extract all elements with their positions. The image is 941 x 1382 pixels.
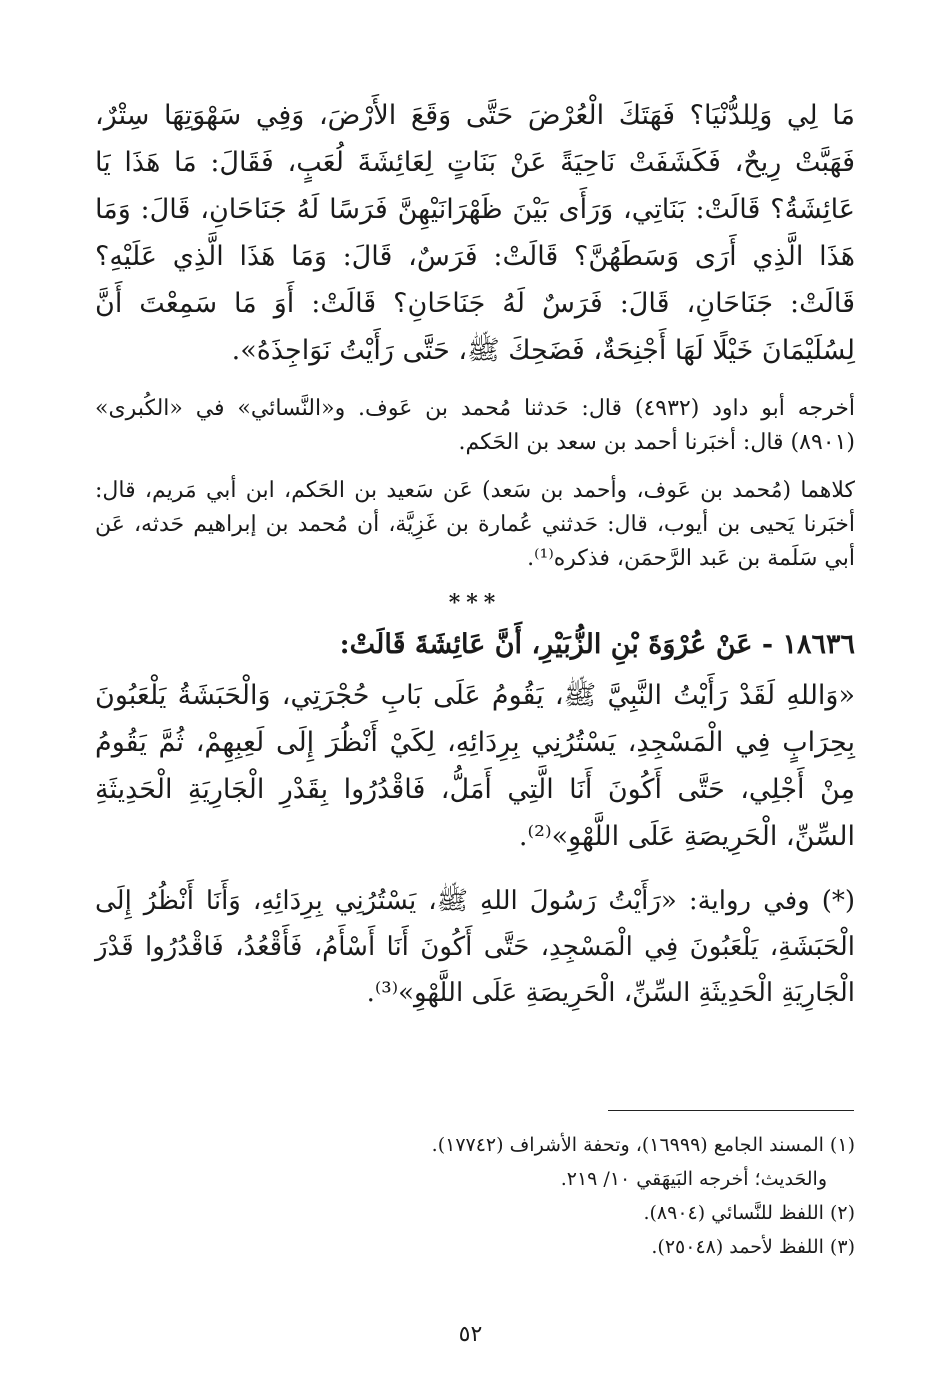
footnote-3: (٣) اللفظ لأحمد (٢٥٠٤٨). bbox=[651, 1236, 855, 1258]
section-separator: *** bbox=[448, 590, 502, 616]
footnote-2: (٢) اللفظ للنَّسائي (٨٩٠٤). bbox=[643, 1202, 855, 1224]
hadith-heading: ١٨٦٣٦ - عَنْ عُرْوَةَ بْنِ الزُّبَيْرِ، أَنَّ عَائِشَةَ قَالَتْ: bbox=[339, 629, 855, 660]
footnotes bbox=[95, 1128, 855, 1264]
hadith-paragraph: «وَاللهِ لَقَدْ رَأَيْتُ النَّبِيَّ ﷺ، يَقُومُ عَلَى بَابِ حُجْرَتِي، وَالْحَبَشَةُ يَلْعَبُونَ بِحِرَابٍ فِي الْمَسْجِدِ، يَسْتُرُنِي بِرِدَائِهِ، لِكَيْ أَنْظُرَ إِلَى لَعِبِهِمْ، ثُمَّ يَقُومُ مِنْ أَجْلِي، حَتَّى أَكُونَ أَنَا الَّتِي أَمَلُّ، فَاقْدُرُوا بِقَدْرِ الْجَارِيَةِ الْحَدِيثَةِ السِّنِّ، الْحَرِيصَةِ عَلَى اللَّهْوِ»⁽²⁾. bbox=[95, 680, 855, 852]
variant-narration: (*) وفي رواية: «رَأَيْتُ رَسُولَ اللهِ ﷺ، يَسْتُرُنِي بِرِدَائِهِ، وَأَنَا أَنْظُرُ إِلَى الْحَبَشَةِ، يَلْعَبُونَ فِي الْمَسْجِدِ، حَتَّى أَكُونَ أَنَا أَسْأَمُ، فَأَقْعُدُ، فَاقْدُرُوا قَدْرَ الْجَارِيَةِ الْحَدِيثَةِ السِّنِّ، الْحَرِيصَةِ عَلَى اللَّهْوِ»⁽³⁾. bbox=[95, 886, 855, 1008]
footnote-divider bbox=[608, 1110, 854, 1111]
page-body bbox=[95, 92, 855, 1016]
takhrij-paragraph-2: كلاهما (مُحمد بن عَوف، وأحمد بن سَعد) عَن سَعيد بن الحَكم، ابن أبي مَريم، قال: أخبَرنا يَحيى بن أيوب، قال: حَدثني عُمارة بن غَزِيَّة، أن مُحمد بن إبراهيم حَدثه، عَن أبي سَلَمة بن عَبد الرَّحمَن، فذكره⁽¹⁾. bbox=[95, 478, 855, 571]
footnote-1-continuation: والحَديث؛ أخرجه البَيهَقي ١٠/ ٢١٩. bbox=[560, 1168, 827, 1190]
page-number: ٥٢ bbox=[458, 1322, 483, 1347]
takhrij-paragraph-1: أخرجه أبو داود (٤٩٣٢) قال: حَدثنا مُحمد بن عَوف. و«النَّسائي» في «الكُبرى» (٨٩٠١) قال: أخبَرنا أحمد بن سعد بن الحَكم. bbox=[95, 396, 855, 455]
footnote-1: (١) المسند الجامع (١٦٩٩٩)، وتحفة الأشراف (١٧٧٤٢). bbox=[431, 1134, 855, 1156]
hadith-paragraph-continuation: مَا لِي وَلِلدُّنْيَا؟ فَهَتَكَ الْعُرْضَ حَتَّى وَقَعَ الأَرْضَ، وَفِي سَهْوَتِهَا سِتْرٌ، فَهَبَّتْ رِيحٌ، فَكَشَفَتْ نَاحِيَةً عَنْ بَنَاتٍ لِعَائِشَةَ لُعَبٍ، فَقَالَ: مَا هَذَا يَا عَائِشَةُ؟ قَالَتْ: بَنَاتِي، وَرَأَى بَيْنَ ظَهْرَانَيْهِنَّ فَرَسًا لَهُ جَنَاحَانِ، قَالَ: وَمَا هَذَا الَّذِي أَرَى وَسَطَهُنَّ؟ قَالَتْ: فَرَسٌ، قَالَ: وَمَا هَذَا الَّذِي عَلَيْهِ؟ قَالَتْ: جَنَاحَانِ، قَالَ: فَرَسٌ لَهُ جَنَاحَانِ؟ قَالَتْ: أَوَ مَا سَمِعْتَ أَنَّ لِسُلَيْمَانَ خَيْلًا لَهَا أَجْنِحَةٌ، فَضَحِكَ ﷺ، حَتَّى رَأَيْتُ نَوَاجِذَهُ». bbox=[95, 100, 855, 366]
